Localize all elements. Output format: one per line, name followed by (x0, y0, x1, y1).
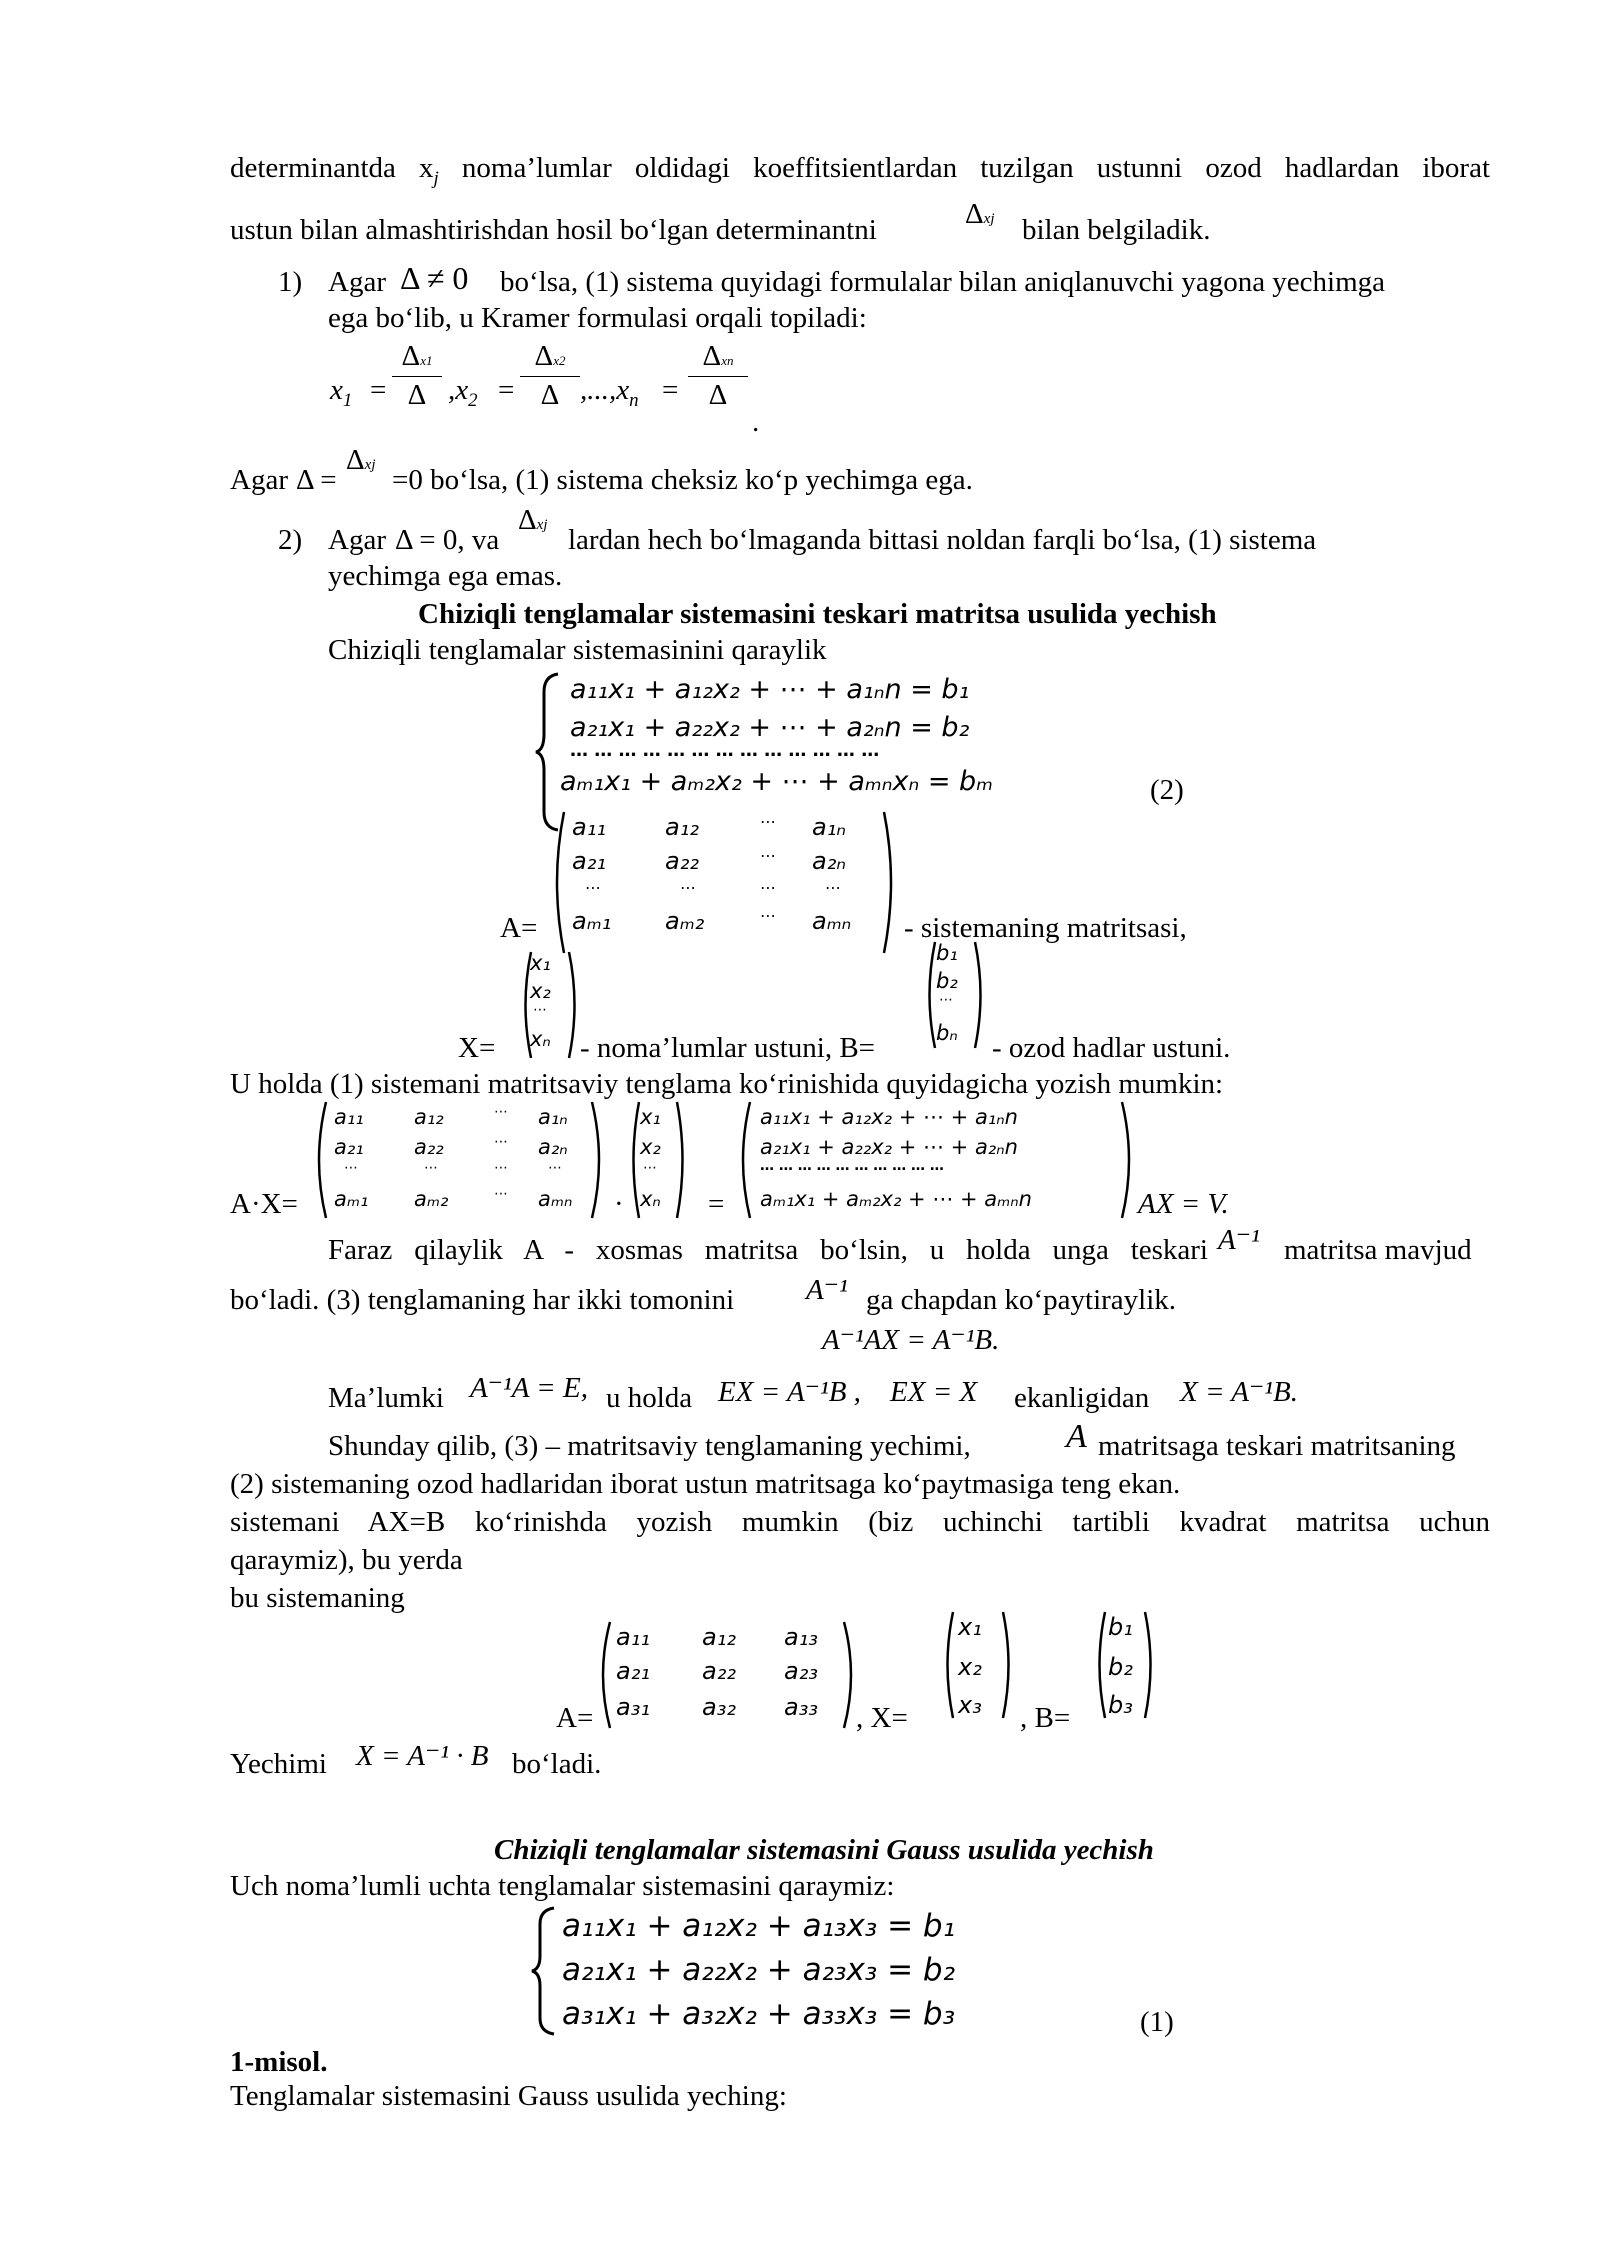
right-paren (1142, 1610, 1158, 1720)
paragraph-line-2-end (1022, 212, 1210, 248)
vector-cell: ⋯ (533, 1002, 547, 1018)
boladi-end: ga chapdan ko‘paytiraylik. (866, 1284, 1177, 1316)
left-paren (310, 1100, 330, 1220)
fraction-2 (520, 338, 580, 414)
matrix-cell: ⋯ (760, 846, 776, 865)
matrix-cell: a₁₂ (702, 1623, 736, 1651)
matrix-cell: ⋯ (494, 1134, 508, 1150)
inverse-equation: A⁻¹AX = A⁻¹B. (822, 1324, 1000, 1356)
boladi-line: bo‘ladi. (3) tenglamaning har ikki tomonini (230, 1284, 735, 1316)
case-2-text: lardan hech bo‘lmaganda bittasi noldan farqli bo‘lsa, (1) sistema (568, 524, 1317, 556)
u-holda-line: U holda (1) sistemani matritsaviy tenglama ko‘rinishida quyidagicha yozish mumkin: (230, 1068, 1224, 1100)
xn-variable: $,...,x_n$ (580, 374, 639, 411)
matrix-cell: aₘₙ (538, 1187, 573, 1211)
matrix-cell: ⋯ (548, 1160, 562, 1176)
A-inverse: A⁻¹ (806, 1274, 848, 1306)
paragraph-line-2 (230, 212, 877, 248)
section-title-inverse-matrix: Chiziqli tenglamalar sistemasini teskari matritsa usulida yechish (418, 598, 1217, 630)
shunday-end: matritsaga teskari matritsaning (1098, 1430, 1456, 1462)
case-1-number: 1) (278, 266, 303, 298)
subscript: j (433, 167, 439, 189)
matrix-cell: aₘₙ (812, 907, 852, 935)
matrix-cell: a₂ₙ (538, 1135, 568, 1159)
x2-variable: $,x_2$ (448, 374, 478, 411)
matrix-cell: ⋯ (494, 1186, 508, 1202)
A-label: A= (500, 912, 538, 944)
matrix-cell: a₂₂ (414, 1135, 444, 1159)
matrix-cell: ⋯ (585, 878, 601, 897)
vector-cell: ⋯ (939, 992, 953, 1008)
eq-sign: = (662, 374, 679, 406)
matrix-cell: a₂₂ (702, 1657, 736, 1685)
B-caption: - ozod hadlar ustuni. (992, 1032, 1231, 1064)
faraz-line: Faraz qilaylik A - xosmas matritsa bo‘lsin, u holda unga teskari (328, 1234, 1208, 1266)
matrix-cell: a₁₁ (334, 1105, 364, 1129)
subscript: xj (983, 211, 995, 227)
delta-xj-symbol: Δxj (518, 504, 548, 536)
delta-denominator: Δ (392, 376, 442, 413)
yechimi-equation: X = A⁻¹ · B (356, 1740, 489, 1772)
system-2-row-1: a₁₁x₁ + a₁₂x₂ + ⋯ + a₁ₙn = b₁ (570, 674, 970, 705)
vector-cell: b₃ (1108, 1691, 1133, 1719)
A3-label: A= (556, 1702, 594, 1734)
vector-cell: x₂ (530, 979, 551, 1003)
matrix-cell: ⋯ (494, 1160, 508, 1176)
yechimi-label: Yechimi (230, 1748, 327, 1780)
matrix-cell: ⋯ (760, 906, 776, 925)
delta-numerator: Δ (534, 340, 554, 372)
matrix-cell: a₃₂ (702, 1693, 736, 1721)
rhs-row: aₘ₁x₁ + aₘ₂x₂ + ⋯ + aₘₙn (760, 1187, 1032, 1211)
vector-cell: x₁ (640, 1105, 661, 1129)
matrix-cell: a₂₁ (572, 847, 606, 875)
yechimi-end: bo‘ladi. (512, 1748, 602, 1780)
delta-equals: Δ = (296, 464, 337, 496)
delta-numerator: Δ (401, 340, 421, 372)
case-1-text-2: ega bo‘lib, u Kramer formulasi orqali topiladi: (328, 302, 867, 334)
fraction-1 (392, 338, 442, 414)
left-brace (530, 1906, 560, 2036)
faraz-end: matritsa mavjud (1284, 1234, 1472, 1266)
matrix-cell: a₂₁ (616, 1657, 650, 1685)
matrix-cell: ⋯ (494, 1104, 508, 1120)
matrix-cell: ⋯ (424, 1160, 438, 1176)
system-2-row-dots: … … … … … … … … … … … … … (570, 740, 880, 761)
text-span: determinantda x (230, 152, 434, 184)
malumki-label: Ma’lumki (328, 1382, 444, 1414)
matrix-cell: aₘ₁ (334, 1187, 369, 1211)
delta-xj-symbol (965, 196, 994, 232)
matrix-cell: a₁ₙ (538, 1105, 568, 1129)
ex-equation-1: EX = A⁻¹B , (718, 1376, 861, 1408)
matrix-cell: a₂₁ (334, 1135, 364, 1159)
case-1-text: bo‘lsa, (1) sistema quyidagi formulalar bilan aniqlanuvchi yagona yechimga (500, 266, 1386, 298)
right-paren (588, 1100, 608, 1220)
system-2-row-2: a₂₁x₁ + a₂₂x₂ + ⋯ + a₂ₙn = b₂ (570, 712, 970, 743)
delta-glyph: Δ (965, 198, 984, 230)
case-2-condition: Δ = 0, va (395, 524, 500, 556)
ex-equation-2: EX = X (890, 1376, 978, 1408)
matrix-cell: aₘ₁ (572, 907, 612, 935)
subscript: x2 (553, 353, 566, 368)
multiplication-dot: · (614, 1188, 624, 1220)
right-paren (1000, 1610, 1016, 1720)
left-paren (940, 1610, 956, 1720)
text-span: noma’lumlar oldidagi koeffitsientlardan tuzilgan ustunni ozod hadlardan iborat (438, 152, 1490, 184)
text-span: bilan belgiladik. (1022, 214, 1211, 246)
malumki-equation: A⁻¹A = E, (470, 1372, 588, 1404)
example-label: 1-misol. (230, 2046, 328, 2078)
fraction-n (688, 338, 748, 414)
rhs-row: a₂₁x₁ + a₂₂x₂ + ⋯ + a₂ₙn (760, 1135, 1018, 1159)
vector-cell: x₁ (958, 1613, 982, 1641)
vector-cell: x₃ (958, 1691, 982, 1719)
x-equation: X = A⁻¹B. (1180, 1376, 1298, 1408)
vector-cell: b₁ (1108, 1613, 1133, 1641)
eq-sign: = (498, 374, 515, 406)
subscript: xn (721, 353, 734, 368)
vector-cell: x₂ (958, 1653, 982, 1681)
qaraymiz-line: qaraymiz), bu yerda (230, 1544, 463, 1576)
case-1-condition: Δ ≠ 0 (400, 260, 469, 296)
X3-label: , X= (856, 1702, 908, 1734)
system-2-row-m: aₘ₁x₁ + aₘ₂x₂ + ⋯ + aₘₙxₙ = bₘ (560, 766, 993, 797)
delta-denominator: Δ (520, 376, 580, 413)
vector-cell: ⋯ (643, 1160, 657, 1176)
paragraph-line-1 (230, 150, 1490, 190)
subscript: x1 (420, 353, 433, 368)
vector-cell: b₂ (936, 969, 958, 993)
equation-number-2: (2) (1150, 774, 1184, 806)
matrix-cell: a₁₁ (616, 1623, 650, 1651)
right-paren (674, 1100, 690, 1220)
matrix-cell: a₂₂ (665, 847, 699, 875)
x1-variable: $x_1$ (330, 374, 353, 411)
case-2-agar: Agar (328, 524, 386, 556)
ozod-line: (2) sistemaning ozod hadlaridan iborat ustun matritsaga ko‘paytmasiga teng ekan. (230, 1468, 1181, 1500)
left-brace (534, 672, 564, 832)
bu-sistemaning-line: bu sistemaning (230, 1582, 405, 1614)
system-1-row-1: a₁₁x₁ + a₁₂x₂ + a₁₃x₃ = b₁ (562, 1908, 956, 1944)
system-1-row-2: a₂₁x₁ + a₂₂x₂ + a₂₃x₃ = b₂ (562, 1952, 956, 1988)
right-paren (972, 940, 988, 1050)
u-holda-label: u holda (606, 1382, 693, 1414)
A-inverse: A⁻¹ (1218, 1224, 1260, 1256)
section-title-gauss: Chiziqli tenglamalar sistemasini Gauss usulida yechish (494, 1834, 1154, 1866)
matrix-cell: ⋯ (680, 878, 696, 897)
vector-cell: b₁ (936, 941, 958, 965)
delta-denominator: Δ (688, 376, 748, 413)
A-caption: - sistemaning matritsasi, (904, 912, 1187, 944)
matrix-cell: a₁₂ (414, 1105, 444, 1129)
matrix-cell: ⋯ (760, 812, 776, 831)
section-2-intro: Uch noma’lumli uchta tenglamalar sistemasini qaraymiz: (230, 1870, 895, 1902)
matrix-cell: a₁ₙ (812, 813, 846, 841)
shunday-line: Shunday qilib, (3) – matritsaviy tenglamaning yechimi, (328, 1430, 971, 1462)
left-paren (1092, 1610, 1108, 1720)
B3-label: , B= (1020, 1702, 1071, 1734)
agar-text: =0 bo‘lsa, (1) sistema cheksiz ko‘p yechimga ega. (392, 464, 973, 496)
right-paren (880, 810, 900, 955)
equals-sign: = (708, 1188, 725, 1220)
agar-prefix: Agar (230, 464, 288, 496)
matrix-cell: a₂ₙ (812, 847, 846, 875)
vector-cell: bₙ (936, 1021, 958, 1045)
matrix-cell: a₂₃ (784, 1657, 818, 1685)
left-paren (548, 810, 568, 955)
section-1-intro: Chiziqli tenglamalar sistemasinini qaraylik (328, 634, 827, 666)
case-2-text-2: yechimga ega emas. (328, 560, 563, 592)
case-1-agar: Agar (328, 266, 386, 298)
equation-number-1: (1) (1140, 2006, 1174, 2038)
matrix-cell: a₁₁ (572, 813, 606, 841)
vector-cell: xₙ (530, 1027, 551, 1051)
system-1-row-3: a₃₁x₁ + a₃₂x₂ + a₃₃x₃ = b₃ (562, 1996, 956, 2032)
ekanligidan-label: ekanligidan (1014, 1382, 1150, 1414)
formula-period: . (752, 406, 760, 438)
delta-xj-symbol: Δxj (346, 444, 376, 476)
matrix-cell: aₘ₂ (414, 1187, 449, 1211)
X-caption: - noma’lumlar ustuni, B= (580, 1032, 876, 1064)
X-label: X= (458, 1032, 496, 1064)
matrix-cell: a₁₃ (784, 1623, 818, 1651)
vector-cell: x₁ (530, 951, 551, 975)
matrix-cell: ⋯ (344, 1160, 358, 1176)
rhs-row: a₁₁x₁ + a₁₂x₂ + ⋯ + a₁ₙn (760, 1105, 1018, 1129)
eq-sign: = (370, 374, 387, 406)
example-task: Tenglamalar sistemasini Gauss usulida yeching: (230, 2080, 787, 2112)
matrix-cell: ⋯ (825, 878, 841, 897)
case-2-number: 2) (278, 524, 303, 556)
vector-cell: b₂ (1108, 1653, 1133, 1681)
AX-equals-V: AX = V. (1138, 1188, 1229, 1220)
A-letter: A (1066, 1418, 1087, 1455)
vector-cell: xₙ (640, 1187, 661, 1211)
right-paren (1118, 1100, 1138, 1220)
sistemani-line: sistemani AX=B ko‘rinishda yozish mumkin (biz uchinchi tartibli kvadrat matritsa uchun (230, 1506, 1490, 1538)
matrix-cell: a₃₃ (784, 1693, 818, 1721)
matrix-cell: aₘ₂ (665, 907, 705, 935)
text-span: ustun bilan almashtirishdan hosil bo‘lgan determinantni (230, 214, 877, 246)
AX-label: A·X= (230, 1188, 298, 1220)
delta-numerator: Δ (702, 340, 722, 372)
rhs-row: … … … … … … … … … … (760, 1158, 944, 1174)
left-paren (734, 1100, 754, 1220)
matrix-cell: a₁₂ (665, 813, 699, 841)
left-paren (594, 1620, 614, 1730)
matrix-cell: ⋯ (760, 878, 776, 897)
vector-cell: x₂ (640, 1135, 661, 1159)
matrix-cell: a₃₁ (616, 1693, 650, 1721)
